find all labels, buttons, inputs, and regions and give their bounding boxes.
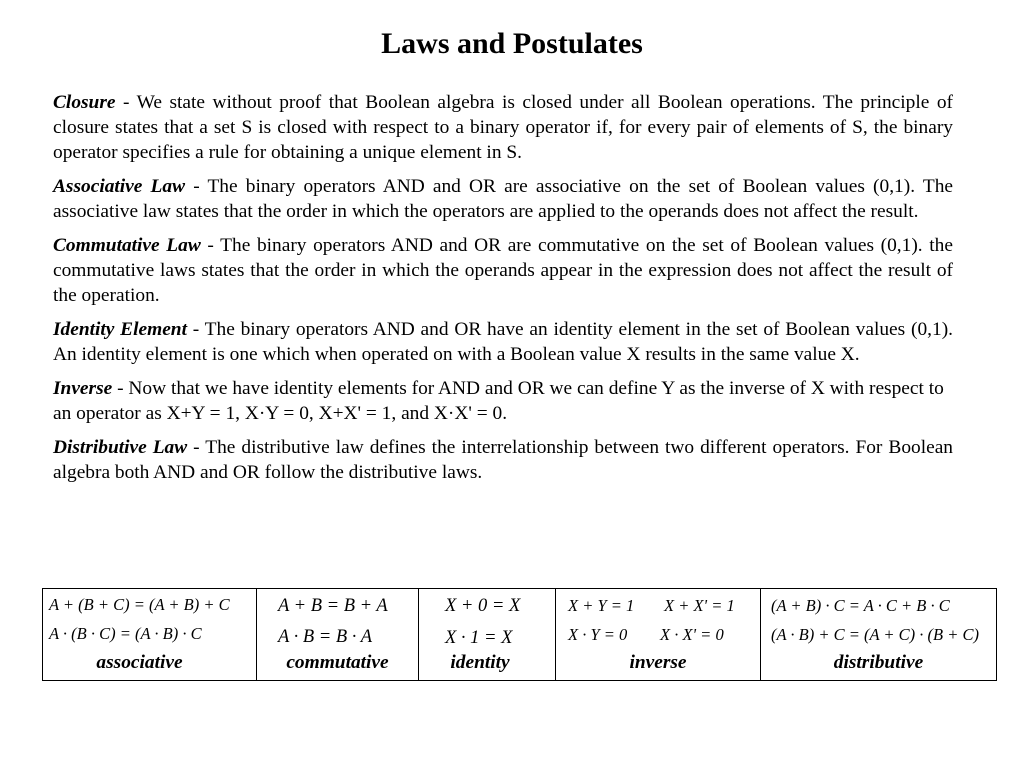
inverse-and-equation-complement: X · X' = 0 bbox=[660, 625, 724, 644]
commutative-term: Commutative Law bbox=[53, 235, 201, 256]
commutative-cell bbox=[257, 589, 419, 680]
page-title: Laws and Postulates bbox=[381, 27, 643, 60]
distributive-or-equation: (A · B) + C = (A + C) · (B + C) bbox=[771, 625, 979, 644]
inverse-or-equation-y: X + Y = 1 bbox=[568, 596, 635, 615]
distributive-paragraph bbox=[53, 435, 953, 485]
associative-cell bbox=[43, 589, 257, 680]
closure-text: - We state without proof that Boolean algebra is closed under all Boolean operations. The principle of closure states that a set S is closed with respect to a binary operator if, for every pair of elements of S, the binary operator specifies a rule for obtaining a unique element in S. bbox=[53, 92, 953, 163]
identity-text: - The binary operators AND and OR have an identity element in the set of Boolean values (0,1). An identity element is one which when operated on with a Boolean value X results in the same value X. bbox=[53, 319, 953, 365]
distributive-and-equation: (A + B) · C = A · C + B · C bbox=[771, 596, 950, 615]
identity-label: identity bbox=[450, 652, 510, 673]
inverse-and-equation-y: X · Y = 0 bbox=[568, 625, 628, 644]
associative-label: associative bbox=[96, 652, 183, 673]
distributive-term: Distributive Law bbox=[53, 437, 188, 458]
identity-cell bbox=[419, 589, 556, 680]
distributive-cell bbox=[761, 589, 996, 680]
inverse-text: - Now that we have identity elements for AND and OR we can define Y as the inverse of X with respect to an operator as X+Y = 1, X·Y = 0, X+X' = 1, and X·X' = 0. bbox=[53, 378, 944, 424]
inverse-or-equation-complement: X + X' = 1 bbox=[664, 596, 735, 615]
commutative-text: - The binary operators AND and OR are commutative on the set of Boolean values (0,1). the commutative laws states that the order in which the operands appear in the expression does not affect the result of the operation. bbox=[53, 235, 953, 306]
associative-text: - The binary operators AND and OR are associative on the set of Boolean values (0,1). The associative law states that the order in which the operators are applied to the operands does not affect the result. bbox=[53, 176, 954, 222]
commutative-paragraph bbox=[53, 233, 953, 308]
distributive-text: - The distributive law defines the interrelationship between two different operators. For Boolean algebra both AND and OR follow the distributive laws. bbox=[53, 437, 953, 483]
commutative-and-equation: A · B = B · A bbox=[278, 627, 373, 647]
associative-or-equation: A + (B + C) = (A + B) + C bbox=[49, 595, 230, 614]
inverse-paragraph bbox=[53, 376, 953, 426]
closure-paragraph bbox=[53, 90, 953, 165]
inverse-label: inverse bbox=[629, 652, 687, 673]
associative-term: Associative Law bbox=[53, 176, 186, 197]
commutative-or-equation: A + B = B + A bbox=[278, 596, 388, 616]
closure-term: Closure bbox=[53, 92, 116, 113]
identity-term: Identity Element bbox=[53, 319, 187, 340]
inverse-term: Inverse bbox=[53, 378, 113, 399]
commutative-label: commutative bbox=[286, 652, 389, 673]
associative-and-equation: A · (B · C) = (A · B) · C bbox=[49, 624, 202, 643]
associative-paragraph bbox=[53, 174, 953, 224]
identity-and-equation: X · 1 = X bbox=[445, 628, 513, 648]
identity-paragraph bbox=[53, 317, 953, 367]
laws-description bbox=[53, 90, 953, 494]
identity-or-equation: X + 0 = X bbox=[445, 596, 521, 616]
laws-summary-table bbox=[42, 588, 997, 681]
distributive-label: distributive bbox=[833, 652, 924, 673]
inverse-cell bbox=[556, 589, 761, 680]
